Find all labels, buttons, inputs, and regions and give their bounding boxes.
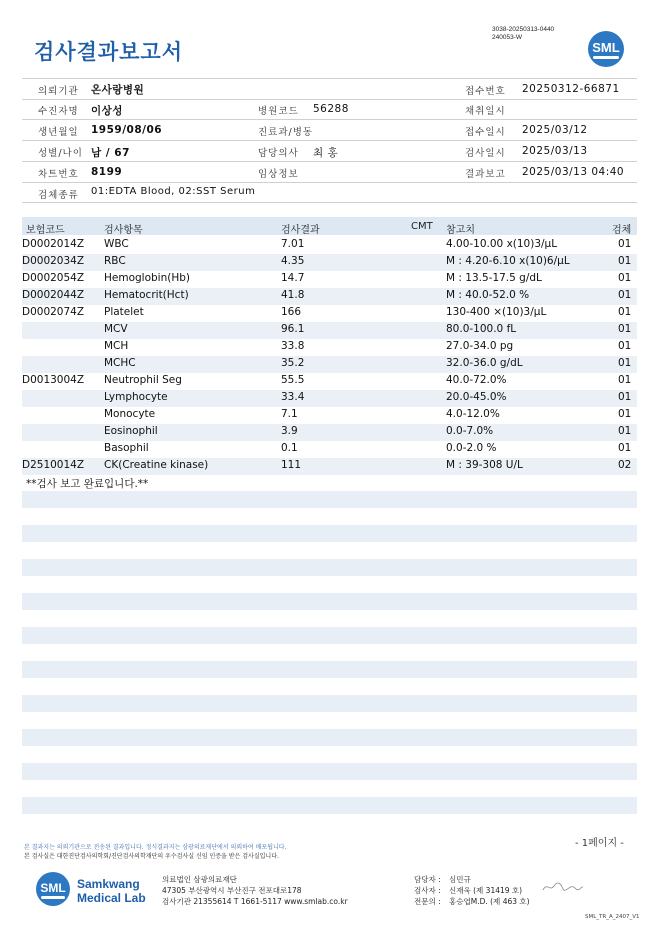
signature-image [541,880,585,894]
cell-item: Platelet [104,306,144,318]
cell-specimen: 01 [618,374,632,386]
hospital-code-value: 56288 [313,103,349,115]
clinical-info-label: 임상정보 [258,169,299,180]
cell-specimen: 01 [618,340,632,352]
cell-reference: M : 40.0-52.0 % [446,289,530,301]
collection-date-label: 채취일시 [465,106,506,117]
staff-label: 담당자 : [414,875,441,884]
cell-reference: 80.0-100.0 fL [446,323,517,335]
cell-result: 55.5 [281,374,305,386]
divider [22,202,637,203]
form-code: SML_TR_A_2407_V1 [585,914,640,920]
cell-specimen: 01 [618,323,632,335]
cell-item: CK(Creatine kinase) [104,459,209,471]
document-id [492,26,554,42]
cell-reference: M : 39-308 U/L [446,459,523,471]
cell-code: D0013004Z [22,374,85,386]
receipt-date-label: 접수일시 [465,127,506,138]
empty-row [22,695,637,712]
cell-result: 35.2 [281,357,305,369]
sex-age-label: 성별/나이 [38,148,83,159]
logo-text: SML [40,881,66,895]
staff-label: 전문의 : [414,897,441,906]
cell-item: Neutrophil Seg [104,374,182,386]
empty-row [22,763,637,780]
cell-specimen: 01 [618,357,632,369]
cell-reference: 4.0-12.0% [446,408,500,420]
sml-footer-logo [36,872,70,906]
cell-item: WBC [104,238,129,250]
cell-result: 7.01 [281,238,305,250]
divider [22,99,637,100]
cell-specimen: 01 [618,255,632,267]
cell-item: MCH [104,340,129,352]
institution-value: 온사랑병원 [91,84,145,96]
cell-result: 166 [281,306,302,318]
cell-specimen: 02 [618,459,632,471]
cell-reference: 32.0-36.0 g/dL [446,357,523,369]
cell-specimen: 01 [618,425,632,437]
divider [22,182,637,183]
column-header-result: 검사결과 [281,225,320,236]
column-header-cmt: CMT [411,221,433,232]
org-address: 47305 부산광역시 부산진구 전포대로178 [162,886,302,895]
cell-item: Basophil [104,442,149,454]
test-date-label: 검사일시 [465,148,506,159]
cell-result: 96.1 [281,323,305,335]
cell-item: MCHC [104,357,136,369]
hospital-code-label: 병원코드 [258,106,299,117]
brand-name: Medical Lab [77,891,146,905]
notice-line: 본 결과지는 의뢰기관으로 전송된 결과입니다. 정식결과지는 삼광의료재단에서 의뢰하여 배포됩니다. [24,844,287,851]
dept-label: 진료과/병동 [258,127,314,138]
cell-result: 41.8 [281,289,305,301]
cell-item: Eosinophil [104,425,158,437]
page-title: 검사결과보고서 [34,40,184,64]
cell-specimen: 01 [618,238,632,250]
receipt-date-value: 2025/03/12 [522,124,588,136]
cell-reference: 4.00-10.00 x(10)3/μL [446,238,558,250]
cell-result: 111 [281,459,302,471]
cell-specimen: 01 [618,391,632,403]
org-contact: 검사기관 21355614 T 1661-5117 www.smlab.co.kr [162,897,348,906]
empty-row [22,559,637,576]
cell-code: D0002014Z [22,238,85,250]
notice-line: 본 검사실은 대한진단검사의학회/진단검사의학재단의 우수검사실 신임 인증을 받은 검사실입니다. [24,853,279,860]
cell-item: Lymphocyte [104,391,168,403]
staff-label: 검사자 : [414,886,441,895]
doctor-value: 최 홍 [313,147,339,159]
cell-specimen: 01 [618,289,632,301]
cell-reference: 20.0-45.0% [446,391,507,403]
empty-row [22,525,637,542]
empty-row [22,627,637,644]
brand-name: Samkwang [77,877,140,891]
cell-code: D0002074Z [22,306,85,318]
sex-age-value: 남 / 67 [91,147,130,159]
column-header-reference: 참고치 [446,225,475,236]
cell-reference: 0.0-7.0% [446,425,494,437]
cell-specimen: 01 [618,442,632,454]
cell-specimen: 01 [618,272,632,284]
document-id-line: 3038-20250313-0440 [492,26,555,33]
logo-swoosh [41,896,65,899]
cell-result: 4.35 [281,255,305,267]
birth-value: 1959/08/06 [91,124,163,136]
specimen-type-label: 검체종류 [38,190,79,201]
divider [22,78,637,79]
cell-reference: M : 13.5-17.5 g/dL [446,272,542,284]
patient-value: 이상성 [91,105,123,117]
document-id-line: 240053-W [492,34,522,41]
report-date-label: 결과보고 [465,169,506,180]
birth-label: 생년월일 [38,127,79,138]
cell-reference: 0.0-2.0 % [446,442,497,454]
cell-reference: M : 4.20-6.10 x(10)6/μL [446,255,570,267]
empty-row [22,491,637,508]
cell-code: D0002034Z [22,255,85,267]
cell-result: 14.7 [281,272,305,284]
cell-specimen: 01 [618,408,632,420]
cell-code: D0002044Z [22,289,85,301]
divider [22,140,637,141]
cell-item: Hematocrit(Hct) [104,289,189,301]
logo-text: SML [592,40,620,55]
column-header-code: 보험코드 [26,225,65,236]
institution-label: 의뢰기관 [38,86,79,97]
chart-no-label: 차트번호 [38,169,79,180]
cell-reference: 130-400 ×(10)3/μL [446,306,547,318]
cell-result: 33.8 [281,340,305,352]
column-header-item: 검사항목 [104,225,143,236]
specimen-type-value: 01:EDTA Blood, 02:SST Serum [91,186,256,197]
receipt-no-value: 20250312-66871 [522,83,620,95]
receipt-no-label: 접수번호 [465,86,506,97]
doctor-label: 담당의사 [258,148,299,159]
cell-item: MCV [104,323,128,335]
staff-value: 신재욱 (제 31419 호) [449,886,523,895]
divider [22,161,637,162]
cell-specimen: 01 [618,306,632,318]
cell-item: Monocyte [104,408,156,420]
report-complete-note: **검사 보고 완료입니다.** [26,478,149,490]
empty-row [22,593,637,610]
cell-item: RBC [104,255,126,267]
page-number: - 1페이지 - [575,838,624,849]
chart-no-value: 8199 [91,166,123,178]
cell-result: 33.4 [281,391,305,403]
divider [22,119,637,120]
sml-logo [588,31,624,67]
staff-value: 심민규 [449,875,471,884]
cell-reference: 27.0-34.0 pg [446,340,514,352]
empty-row [22,661,637,678]
cell-item: Hemoglobin(Hb) [104,272,191,284]
patient-label: 수진자명 [38,106,79,117]
cell-result: 3.9 [281,425,298,437]
test-date-value: 2025/03/13 [522,145,588,157]
cell-code: D2510014Z [22,459,85,471]
empty-row [22,797,637,814]
staff-value: 홍승엽M.D. (제 463 호) [449,897,530,906]
org-name: 의료법인 삼광의료재단 [162,875,237,884]
column-header-specimen: 검체 [612,225,632,236]
cell-result: 7.1 [281,408,298,420]
cell-code: D0002054Z [22,272,85,284]
report-date-value: 2025/03/13 04:40 [522,166,625,178]
logo-swoosh [593,56,619,59]
cell-reference: 40.0-72.0% [446,374,507,386]
empty-row [22,729,637,746]
cell-result: 0.1 [281,442,298,454]
